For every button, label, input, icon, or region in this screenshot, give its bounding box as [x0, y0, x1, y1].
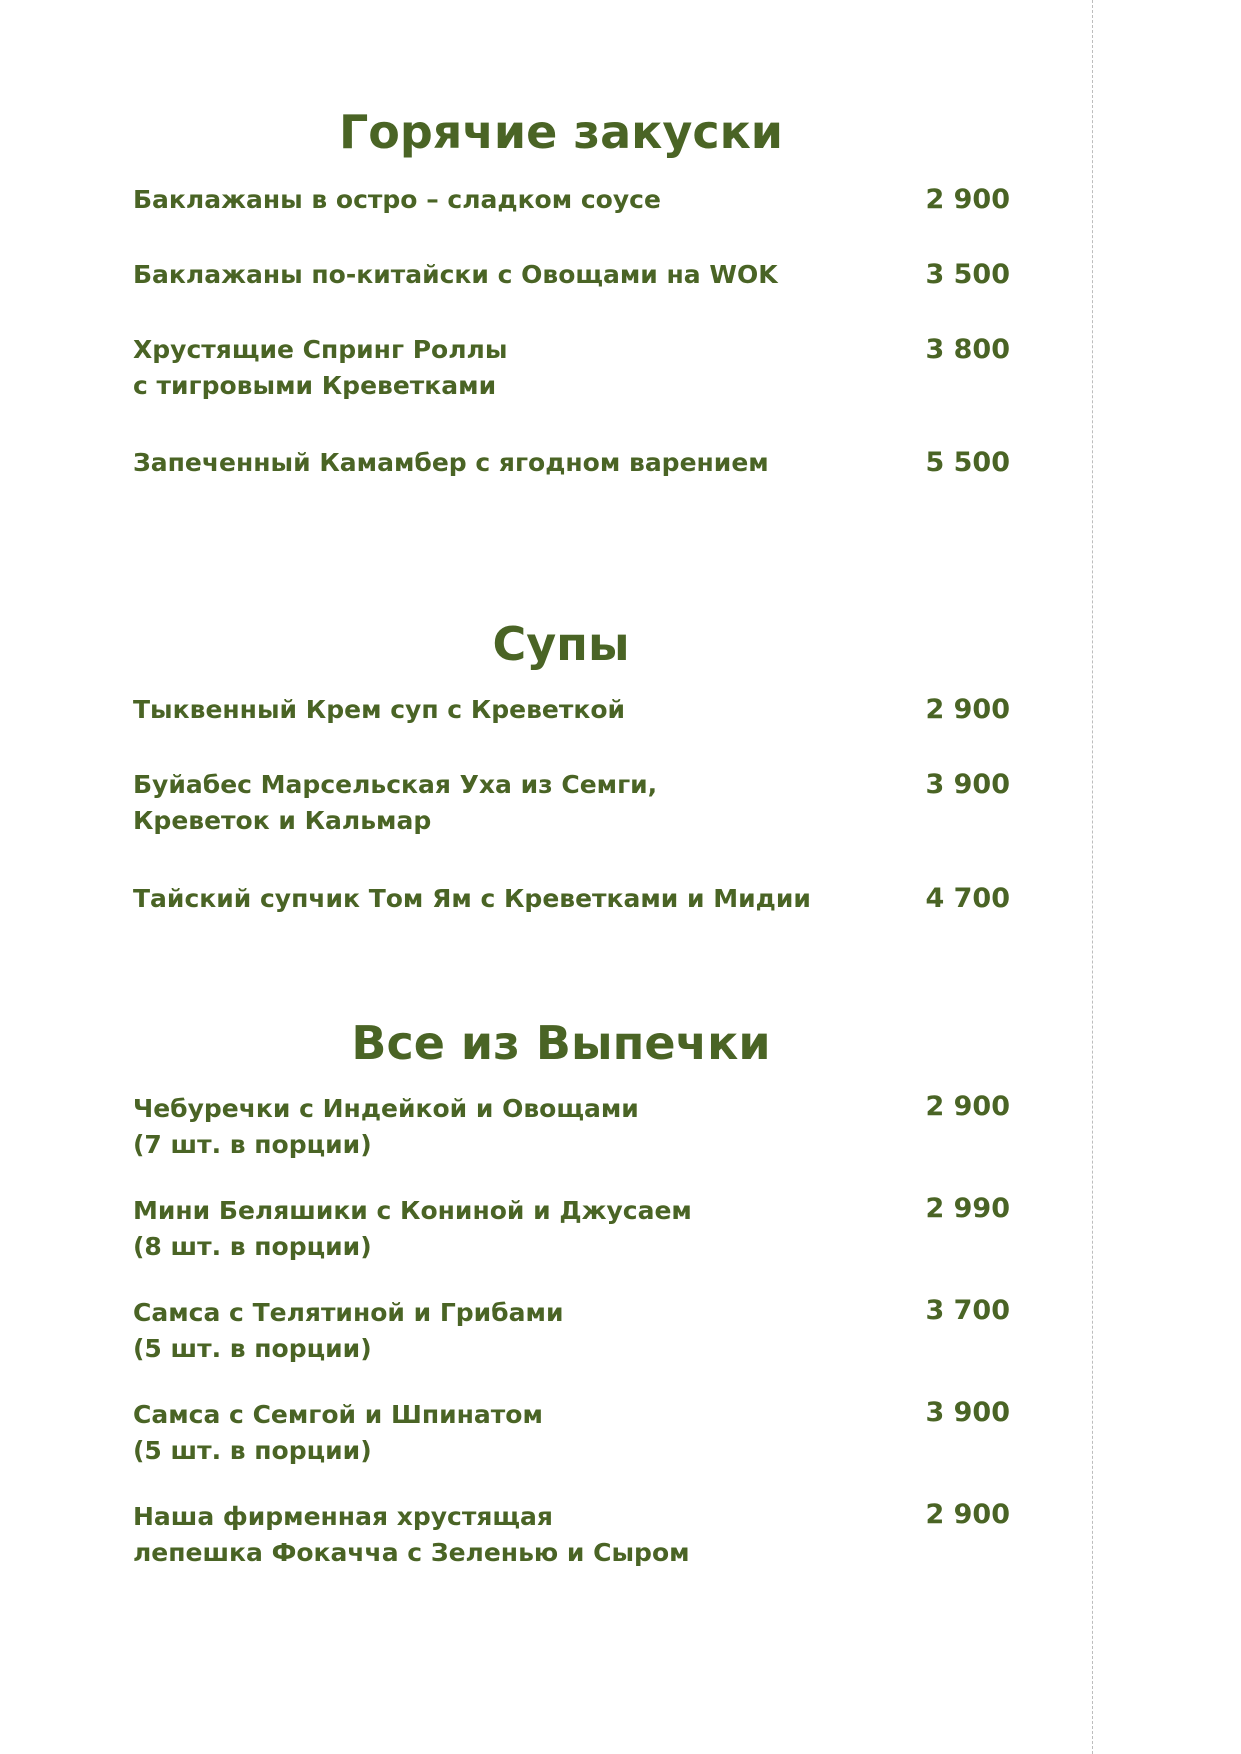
menu-item-name	[133, 257, 893, 293]
menu-item-price: 3 700	[925, 1295, 1010, 1326]
menu-item-name	[133, 1091, 893, 1163]
menu-item-price: 5 500	[925, 447, 1010, 478]
menu-item-line: Баклажаны в остро – сладком соусе	[133, 185, 661, 214]
menu-item-name	[133, 881, 893, 917]
menu-item-line: Запеченный Камамбер с ягодном варением	[133, 448, 769, 477]
menu-item-line: (5 шт. в порции)	[133, 1436, 372, 1465]
menu-item-price: 3 500	[925, 259, 1010, 290]
menu-item-name	[133, 1499, 893, 1571]
menu-item-line: Мини Беляшики с Кониной и Джусаем	[133, 1196, 692, 1225]
menu-item-price: 3 900	[925, 1397, 1010, 1428]
menu-item-price: 2 900	[925, 1091, 1010, 1122]
section-title-soups: Супы	[492, 617, 630, 671]
section-title-pastries: Все из Выпечки	[351, 1016, 771, 1070]
menu-item-line: с тигровыми Креветками	[133, 371, 497, 400]
page-edge-dashed-line	[1092, 0, 1093, 1754]
menu-item-name	[133, 182, 893, 218]
menu-item-price: 2 900	[925, 694, 1010, 725]
menu-item-name	[133, 332, 893, 404]
menu-item-price: 3 900	[925, 769, 1010, 800]
menu-item-line: Баклажаны по-китайски с Овощами на WOK	[133, 260, 778, 289]
menu-item-name	[133, 767, 893, 839]
menu-item-name	[133, 1397, 893, 1469]
menu-item-price: 2 900	[925, 184, 1010, 215]
menu-item-line: Самса с Семгой и Шпинатом	[133, 1400, 543, 1429]
menu-item-line: Самса с Телятиной и Грибами	[133, 1298, 564, 1327]
menu-item-line: Креветок и Кальмар	[133, 806, 432, 835]
menu-item-price: 2 990	[925, 1193, 1010, 1224]
menu-item-line: Тайский супчик Том Ям с Креветками и Мидии	[133, 884, 811, 913]
menu-item-line: Буйабес Марсельская Уха из Семги,	[133, 770, 658, 799]
menu-item-price: 4 700	[925, 883, 1010, 914]
menu-item-price: 3 800	[925, 334, 1010, 365]
menu-item-line: Чебуречки с Индейкой и Овощами	[133, 1094, 639, 1123]
section-title-hot-appetizers: Горячие закуски	[338, 105, 784, 159]
menu-item-name	[133, 1193, 893, 1265]
menu-item-line: (5 шт. в порции)	[133, 1334, 372, 1363]
menu-item-name	[133, 692, 893, 728]
menu-item-line: Наша фирменная хрустящая	[133, 1502, 553, 1531]
menu-item-line: лепешка Фокачча с Зеленью и Сыром	[133, 1538, 690, 1567]
menu-item-price: 2 900	[925, 1499, 1010, 1530]
menu-item-line: Хрустящие Спринг Роллы	[133, 335, 508, 364]
menu-item-line: (8 шт. в порции)	[133, 1232, 372, 1261]
menu-item-line: (7 шт. в порции)	[133, 1130, 372, 1159]
menu-item-line: Тыквенный Крем суп с Креветкой	[133, 695, 626, 724]
menu-item-name	[133, 445, 893, 481]
menu-item-name	[133, 1295, 893, 1367]
